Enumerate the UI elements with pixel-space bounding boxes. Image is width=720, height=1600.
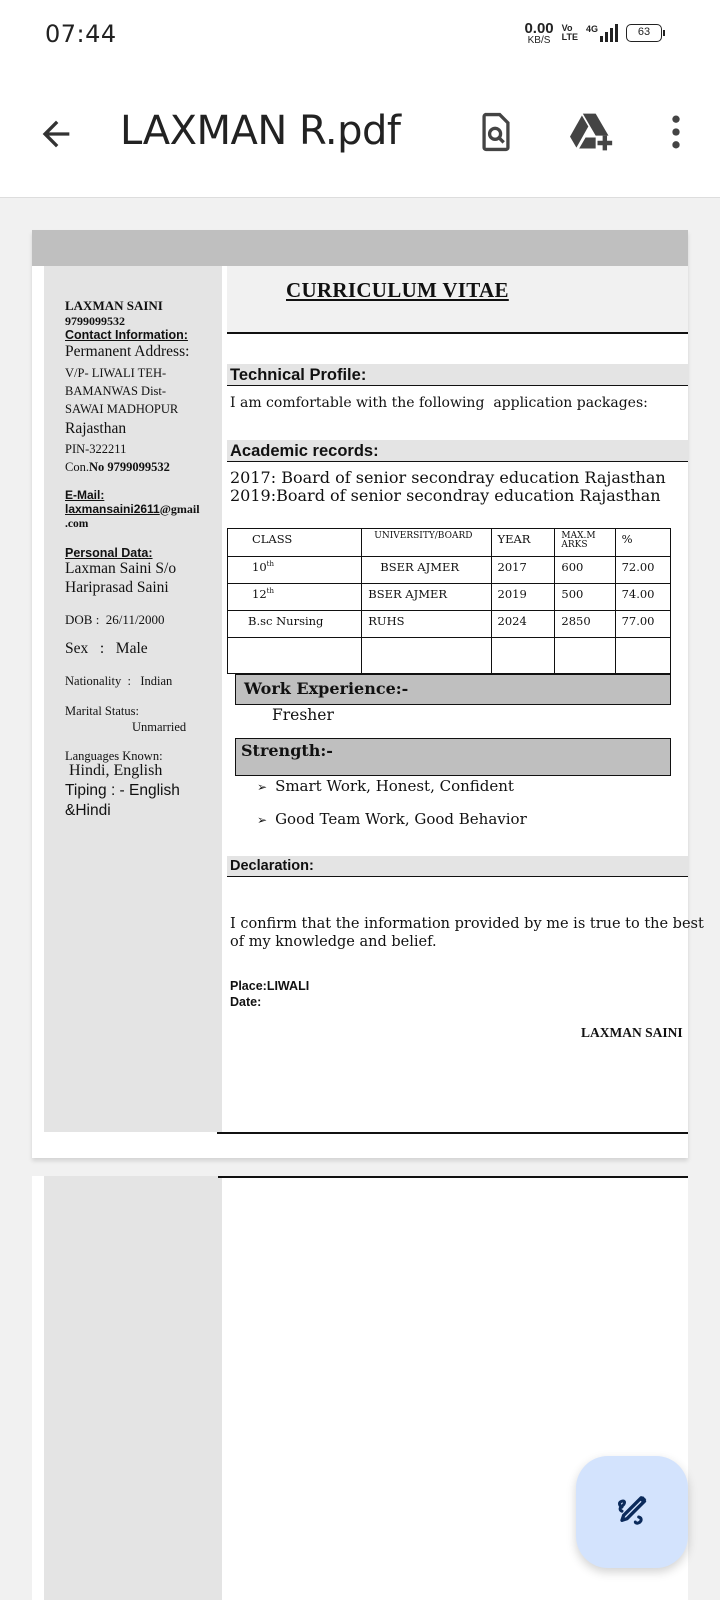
signal-icon <box>586 24 618 42</box>
divider <box>227 332 688 334</box>
academic-line-1: 2017: Board of senior secondray education Rajasthan <box>230 468 666 487</box>
status-icons <box>524 22 662 45</box>
network-type: 4G <box>585 24 598 35</box>
strength-item-text: Smart Work, Honest, Confident <box>275 777 514 795</box>
page-footer-line <box>217 1132 688 1134</box>
class-suffix: th <box>266 560 274 569</box>
cell-empty <box>362 638 491 674</box>
parent-line-1: Laxman Saini S/o <box>65 560 177 577</box>
table-header-row <box>228 529 671 557</box>
cell-empty <box>228 638 362 674</box>
cell-year: 2017 <box>491 557 555 584</box>
drive-add-icon <box>568 110 616 154</box>
strength-item-text: Good Team Work, Good Behavior <box>275 810 527 828</box>
cv-title: CURRICULUM VITAE <box>286 278 509 302</box>
cell-percent: 77.00 <box>615 611 670 638</box>
more-options-button[interactable] <box>654 110 698 154</box>
volte-icon <box>562 24 578 42</box>
academic-line-2: 2019:Board of senior secondray education Rajasthan <box>230 486 661 505</box>
email-heading: E-Mail: <box>65 488 105 502</box>
class-value: B.sc Nursing <box>248 614 324 628</box>
declaration-heading: Declaration: <box>227 856 688 877</box>
email-domain: @gmail <box>159 502 200 516</box>
declaration-line-1: I confirm that the information provided by me is true to the best <box>230 916 704 932</box>
academic-table <box>227 528 671 674</box>
class-suffix: th <box>266 587 274 596</box>
contact-heading: Contact Information: <box>65 328 188 342</box>
status-bar <box>0 0 720 70</box>
technical-profile-text: I am comfortable with the following application packages: <box>230 395 648 411</box>
personal-data-heading: Personal Data: <box>65 546 153 560</box>
email-user: laxmansaini2611 <box>65 502 160 516</box>
app-bar <box>0 70 720 198</box>
address-pin: PIN-322211 <box>65 442 127 456</box>
sidebar-phone: 9799099532 <box>65 314 125 328</box>
network-speed <box>524 22 553 45</box>
marital-label: Marital Status: <box>65 704 139 718</box>
contact-number-value: No 9799099532 <box>88 460 170 474</box>
work-experience-heading: Work Experience:- <box>235 674 671 705</box>
arrow-bullet-icon: ➢ <box>257 780 268 794</box>
languages-label: Languages Known: <box>65 749 163 763</box>
resume-sidebar-page-2 <box>44 1176 222 1600</box>
class-value: 10 <box>252 560 267 574</box>
table-row <box>228 557 671 584</box>
contact-number <box>65 460 170 475</box>
annotate-pen-icon <box>612 1492 652 1532</box>
annotate-fab-button[interactable] <box>576 1456 688 1568</box>
find-in-document-button[interactable] <box>474 110 518 154</box>
sex: Sex : Male <box>65 640 148 657</box>
resume-main <box>227 230 704 1158</box>
nationality: Nationality : Indian <box>65 674 173 688</box>
cell-class <box>228 557 362 584</box>
declaration-place: Place:LIWALI <box>230 979 310 993</box>
signature-name: LAXMAN SAINI <box>581 1025 683 1040</box>
cell-year: 2024 <box>491 611 555 638</box>
more-vert-icon <box>654 110 698 154</box>
table-row-empty <box>228 638 671 674</box>
table-row <box>228 584 671 611</box>
cell-class <box>228 611 362 638</box>
cell-class <box>228 584 362 611</box>
cell-max-marks: 2850 <box>555 611 615 638</box>
header-percent: % <box>615 529 670 557</box>
back-button[interactable] <box>36 114 76 154</box>
email-tld: .com <box>65 518 89 530</box>
arrow-back-icon <box>36 114 76 154</box>
typing-line-1: Tiping : - English <box>65 782 180 799</box>
declaration-line-2: of my knowledge and belief. <box>230 934 437 950</box>
cell-max-marks: 500 <box>555 584 615 611</box>
email-address[interactable] <box>65 502 200 517</box>
battery-icon: 63 <box>626 24 662 42</box>
header-class: CLASS <box>228 529 362 557</box>
header-year: YEAR <box>491 529 555 557</box>
header-max-marks: MAX.M ARKS <box>555 529 615 557</box>
arrow-bullet-icon: ➢ <box>257 813 268 827</box>
header-board: UNIVERSITY/BOARD <box>362 529 491 557</box>
cell-percent: 72.00 <box>615 557 670 584</box>
sidebar-name: LAXMAN SAINI <box>65 298 163 313</box>
network-speed-value: 0.00 <box>524 20 554 37</box>
address-line-2: BAMANWAS Dist- <box>65 384 167 398</box>
marital-value: Unmarried <box>132 720 187 734</box>
cell-board: RUHS <box>362 611 491 638</box>
address-line-1: V/P- LIWALI TEH- <box>65 366 167 380</box>
technical-profile-heading: Technical Profile: <box>227 364 688 386</box>
strength-heading: Strength:- <box>235 738 671 776</box>
languages-value: Hindi, English <box>65 762 163 779</box>
cell-board: BSER AJMER <box>362 584 491 611</box>
work-experience-value: Fresher <box>272 706 334 724</box>
document-title: LAXMAN R.pdf <box>120 108 401 154</box>
pdf-page-1[interactable] <box>32 230 704 1158</box>
parent-line-2: Hariprasad Saini <box>65 579 169 596</box>
status-time: 07:44 <box>45 20 117 48</box>
typing-line-2: &Hindi <box>65 802 111 819</box>
academic-heading: Academic records: <box>227 440 688 462</box>
address-state: Rajasthan <box>65 420 127 437</box>
address-label: Permanent Address: <box>65 343 190 360</box>
strength-item <box>257 810 527 828</box>
volte-top: Vo <box>561 23 573 34</box>
cell-empty <box>491 638 555 674</box>
cell-board: BSER AJMER <box>362 557 491 584</box>
cell-empty <box>555 638 615 674</box>
address-line-3: SAWAI MADHOPUR <box>65 402 179 416</box>
network-speed-unit: KB/S <box>527 34 551 46</box>
cell-max-marks: 600 <box>555 557 615 584</box>
save-to-drive-button[interactable] <box>568 110 612 154</box>
class-value: 12 <box>252 587 267 601</box>
contact-number-prefix: Con. <box>65 460 89 474</box>
resume-sidebar <box>44 266 222 1132</box>
document-search-icon <box>474 110 518 154</box>
table-row <box>228 611 671 638</box>
dob: DOB : 26/11/2000 <box>65 612 165 627</box>
declaration-date: Date: <box>230 995 262 1009</box>
strength-item <box>257 777 514 795</box>
cell-empty <box>615 638 670 674</box>
page-top-line <box>218 1176 688 1178</box>
cell-percent: 74.00 <box>615 584 670 611</box>
cell-year: 2019 <box>491 584 555 611</box>
volte-bottom: LTE <box>561 32 578 43</box>
